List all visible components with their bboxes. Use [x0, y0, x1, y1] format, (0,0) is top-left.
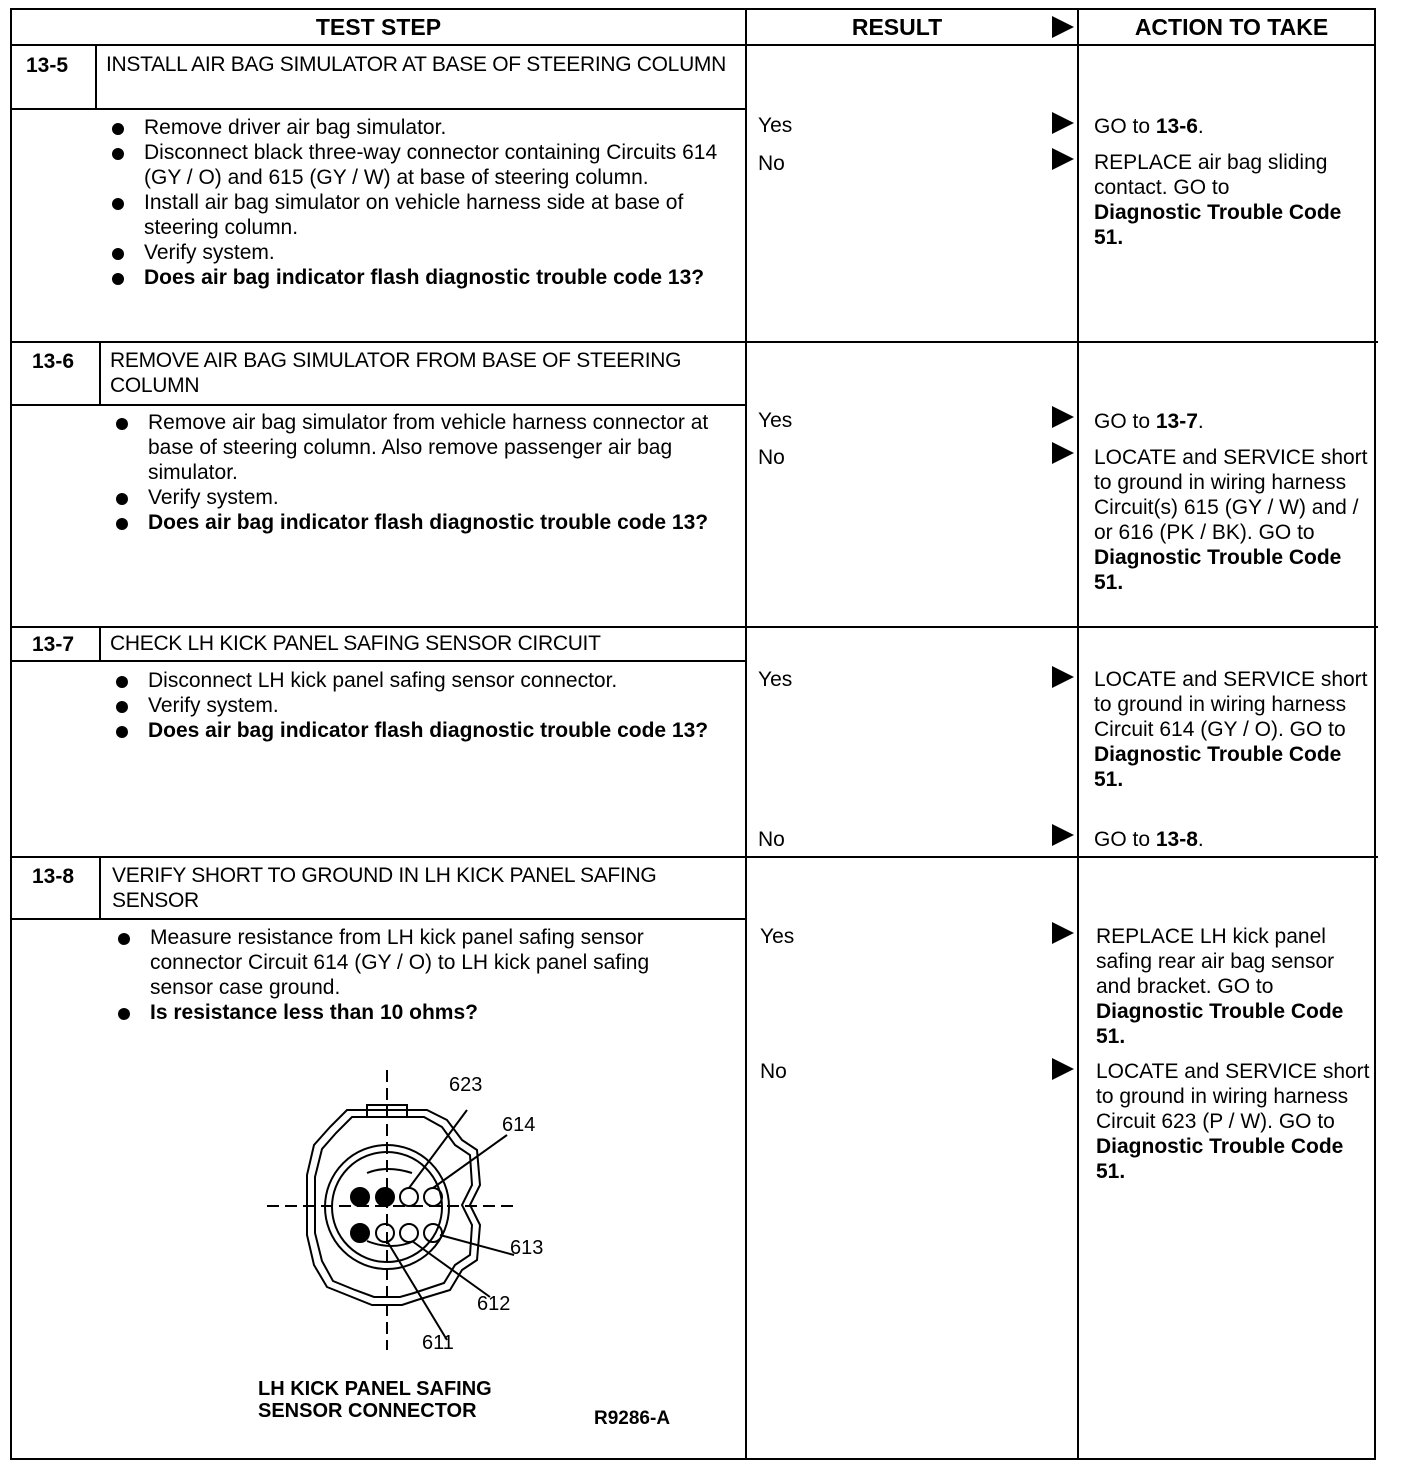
action-yes [1096, 924, 1374, 1049]
action-no [1096, 1059, 1374, 1184]
column-divider [1077, 10, 1079, 1458]
action-text: GO to [1094, 828, 1156, 851]
arrow-icon [1052, 442, 1074, 464]
title-divider [12, 918, 745, 920]
title-divider [12, 660, 745, 662]
pin-label: 614 [502, 1114, 536, 1136]
pin-612 [400, 1224, 418, 1242]
result-yes: Yes [758, 114, 793, 137]
row-divider [12, 856, 1378, 858]
step-number: 13-5 [26, 54, 69, 77]
action-dtc-ref: Diagnostic Trouble Code 51. [1096, 1135, 1344, 1183]
arrow-icon [1052, 666, 1074, 688]
list-item: Does air bag indicator flash diagnostic trouble code 13? [106, 265, 726, 290]
row-divider [12, 341, 1378, 343]
pin-filled [351, 1224, 369, 1242]
step-bullets [110, 410, 730, 535]
pin-label: 623 [449, 1074, 483, 1096]
arrow-icon [1052, 112, 1074, 134]
step-title: VERIFY SHORT TO GROUND IN LH KICK PANEL SAFING SENSOR [112, 864, 657, 912]
step-number: 13-8 [32, 865, 75, 888]
leader-614 [433, 1135, 507, 1188]
result-no: No [758, 446, 785, 469]
list-item: Install air bag simulator on vehicle harness side at base of steering column. [106, 190, 726, 240]
list-item: Remove air bag simulator from vehicle harness connector at base of steering column. Also remove passenger air bag simulator. [110, 410, 730, 485]
action-text: GO to [1094, 115, 1156, 138]
list-item: Verify system. [110, 693, 740, 718]
leader-623 [409, 1110, 467, 1188]
header-test-step: TEST STEP [315, 14, 442, 40]
header-arrow-icon [1052, 16, 1074, 38]
result-yes: Yes [760, 925, 795, 948]
action-text: LOCATE and SERVICE short to ground in wiring harness Circuit 614 (GY / O). GO to [1094, 668, 1368, 741]
list-item: Measure resistance from LH kick panel safing sensor connector Circuit 614 (GY / O) to LH kick panel safing sensor case ground. [112, 925, 712, 1000]
result-no: No [758, 828, 785, 851]
list-item: Is resistance less than 10 ohms? [112, 1000, 712, 1025]
num-divider [99, 856, 101, 920]
step-title: CHECK LH KICK PANEL SAFING SENSOR CIRCUIT [110, 632, 601, 655]
action-dtc-ref: Diagnostic Trouble Code 51. [1094, 201, 1342, 249]
action-yes [1094, 409, 1369, 434]
header-result: RESULT [851, 14, 943, 40]
action-step-ref: 13-6 [1155, 115, 1198, 138]
action-text: . [1197, 410, 1204, 433]
action-yes [1094, 667, 1369, 792]
action-dtc-ref: Diagnostic Trouble Code 51. [1096, 1000, 1344, 1048]
table-header [12, 10, 1374, 46]
column-divider [745, 10, 747, 1458]
arrow-icon [1052, 1058, 1074, 1080]
arrow-icon [1052, 148, 1074, 170]
list-item: Does air bag indicator flash diagnostic trouble code 13? [110, 718, 740, 743]
result-yes: Yes [758, 409, 793, 432]
title-divider [12, 404, 745, 406]
list-item: Remove driver air bag simulator. [106, 115, 726, 140]
list-item: Verify system. [106, 240, 726, 265]
arrow-icon [1052, 922, 1074, 944]
action-dtc-ref: Diagnostic Trouble Code 51. [1094, 546, 1342, 594]
step-number: 13-6 [32, 350, 75, 373]
caption-line: LH KICK PANEL SAFING [258, 1378, 492, 1400]
pin-611 [376, 1224, 394, 1242]
action-text: LOCATE and SERVICE short to ground in wiring harness Circuit 623 (P / W). GO to [1096, 1060, 1370, 1133]
step-bullets [112, 925, 712, 1025]
list-item: Does air bag indicator flash diagnostic trouble code 13? [110, 510, 730, 535]
action-no [1094, 150, 1369, 250]
result-no: No [758, 152, 785, 175]
num-divider [95, 44, 97, 110]
action-text: REPLACE LH kick panel safing rear air bag sensor and bracket. GO to [1096, 925, 1335, 998]
action-dtc-ref: Diagnostic Trouble Code 51. [1094, 743, 1342, 791]
list-item: Disconnect LH kick panel safing sensor connector. [110, 668, 740, 693]
step-title: INSTALL AIR BAG SIMULATOR AT BASE OF STEERING COLUMN [106, 53, 726, 76]
list-item: Verify system. [110, 485, 730, 510]
pin-label: 612 [477, 1293, 511, 1315]
action-step-ref: 13-8 [1155, 828, 1198, 851]
step-number: 13-7 [32, 633, 75, 656]
action-text: . [1197, 115, 1204, 138]
leader-611 [387, 1241, 447, 1340]
diagnostic-table [10, 8, 1376, 1460]
header-action: ACTION TO TAKE [1134, 14, 1329, 40]
caption-line: SENSOR CONNECTOR [258, 1400, 477, 1422]
list-item: Disconnect black three-way connector containing Circuits 614 (GY / O) and 615 (GY / W) at base of steering column. [106, 140, 726, 190]
title-divider [12, 108, 745, 110]
pin-623 [400, 1188, 418, 1206]
action-text: GO to [1094, 410, 1156, 433]
action-text: LOCATE and SERVICE short to ground in wiring harness Circuit(s) 615 (GY / W) and / or 616 (PK / BK). GO to [1094, 446, 1368, 544]
pin-614 [424, 1188, 442, 1206]
figure-caption [258, 1378, 492, 1422]
pin-filled [351, 1188, 369, 1206]
step-bullets [106, 115, 726, 290]
action-text: REPLACE air bag sliding contact. GO to [1094, 151, 1328, 199]
result-yes: Yes [758, 668, 793, 691]
pin-613 [424, 1224, 442, 1242]
pin-label: 611 [422, 1332, 454, 1354]
action-text: . [1197, 828, 1204, 851]
pin-label: 613 [510, 1237, 544, 1259]
row-divider [12, 626, 1378, 628]
action-no [1094, 827, 1369, 852]
connector-key [367, 1169, 412, 1173]
num-divider [99, 341, 101, 406]
step-bullets [110, 668, 740, 743]
step-title: REMOVE AIR BAG SIMULATOR FROM BASE OF STEERING COLUMN [110, 349, 682, 397]
connector-diagram [252, 1065, 572, 1365]
result-no: No [760, 1060, 787, 1083]
figure-reference: R9286-A [594, 1408, 671, 1429]
action-yes [1094, 114, 1369, 139]
num-divider [99, 626, 101, 662]
action-no [1094, 445, 1369, 595]
arrow-icon [1052, 824, 1074, 846]
action-step-ref: 13-7 [1155, 410, 1198, 433]
pin-filled [376, 1188, 394, 1206]
arrow-icon [1052, 406, 1074, 428]
